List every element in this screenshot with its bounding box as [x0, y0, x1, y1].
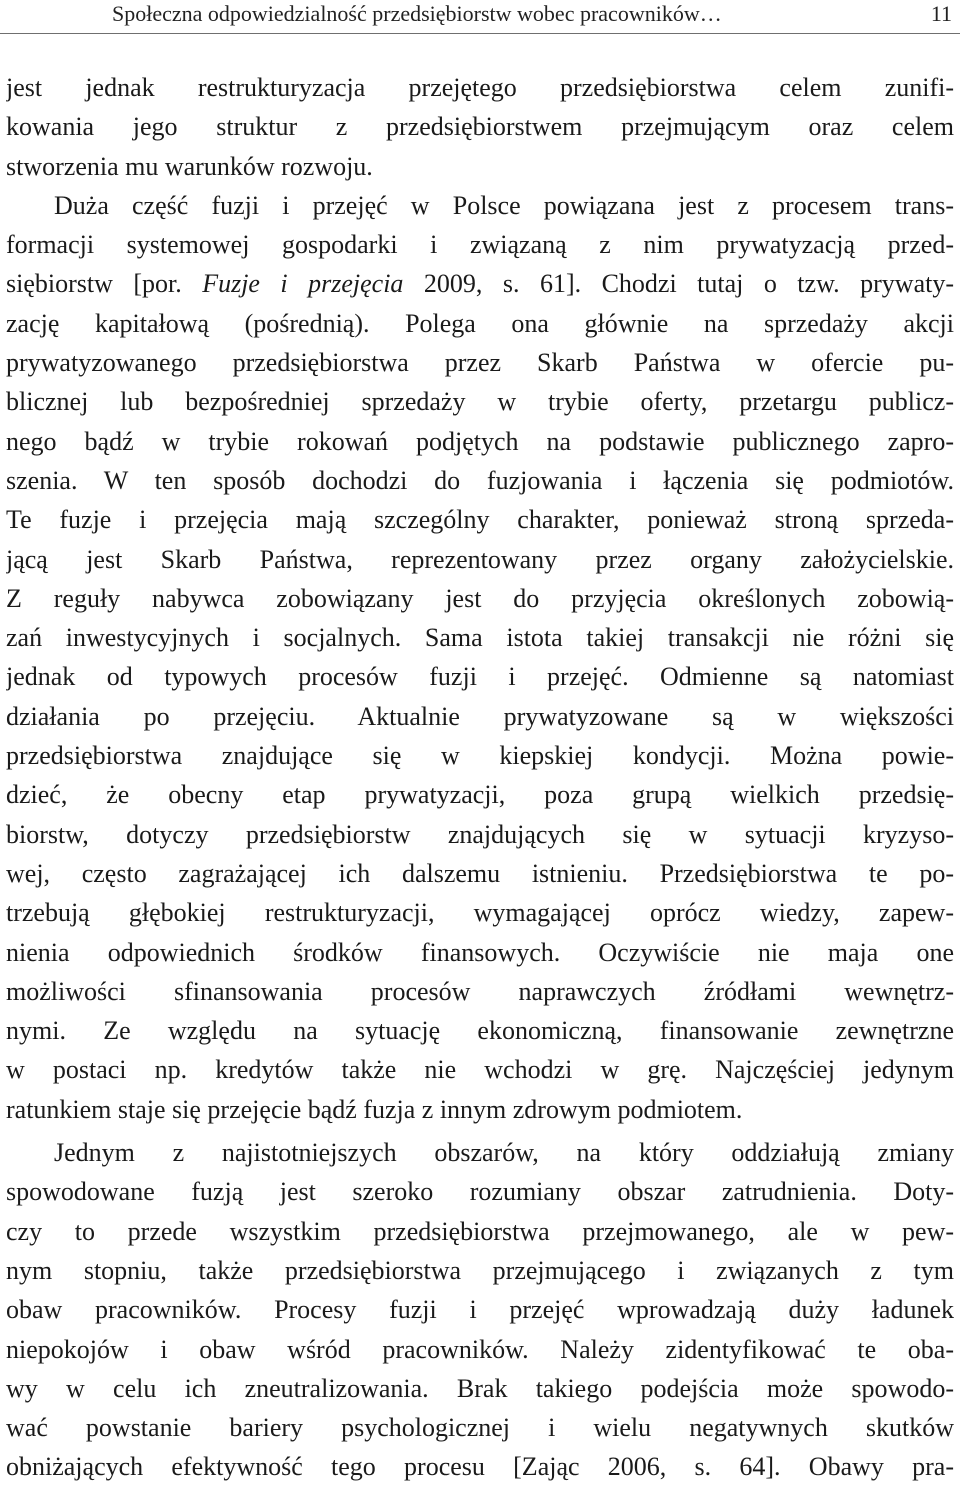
- text-line: Z reguły nabywca zobowiązany jest do przyjęcia określonych zobowią-: [6, 583, 954, 613]
- text-line: stworzenia mu warunków rozwoju.: [6, 151, 373, 181]
- text-line: zację kapitałową (pośrednią). Polega ona głównie na sprzedaży akcji: [6, 308, 954, 338]
- text-line-with-citation: [6, 264, 954, 303]
- text-line: czy to przede wszystkim przedsiębiorstwa przejmowanego, ale w pew-: [6, 1216, 954, 1246]
- text-line: nym stopniu, także przedsiębiorstwa przejmującego i związanych z tym: [6, 1255, 954, 1285]
- text-line: blicznej lub bezpośredniej sprzedaży w trybie oferty, przetargu publicz-: [6, 387, 954, 417]
- text-line: prywatyzowanego przedsiębiorstwa przez Skarb Państwa w ofercie pu-: [6, 348, 954, 378]
- text-line: Duża część fuzji i przejęć w Polsce powiązana jest z procesem trans-: [54, 190, 954, 220]
- text-line: wej, często zagrażającej ich dalszemu istnieniu. Przedsiębiorstwa te po-: [6, 858, 954, 888]
- text-fragment: 2009, s. 61]. Chodzi tutaj o tzw. prywaty-: [403, 269, 954, 299]
- text-line: kowania jego struktur z przedsiębiorstwem przejmującym oraz celem: [6, 112, 954, 142]
- text-line: nienia odpowiednich środków finansowych. Oczywiście nie maja one: [6, 937, 954, 967]
- text-line: formacji systemowej gospodarki i związaną z nim prywatyzacją przed-: [6, 230, 954, 260]
- text-line: jącą jest Skarb Państwa, reprezentowany przez organy założycielskie.: [6, 544, 954, 574]
- text-line: wy w celu ich zneutralizowania. Brak takiego podejścia może spowodo-: [6, 1373, 954, 1403]
- running-header-title: Społeczna odpowiedzialność przedsiębiorstw wobec pracowników…: [112, 1, 722, 26]
- text-line: biorstw, dotyczy przedsiębiorstw znajdujących się w sytuacji kryzyso-: [6, 819, 954, 849]
- text-line: spowodowane fuzją jest szeroko rozumiany obszar zatrudnienia. Doty-: [6, 1177, 954, 1207]
- citation-title: Fuzje i przejęcia: [202, 269, 404, 299]
- text-line: jest jednak restrukturyzacja przejętego przedsiębiorstwa celem zunifi-: [6, 73, 954, 102]
- text-line: możliwości sfinansowania procesów naprawczych źródłami wewnętrz-: [6, 976, 954, 1006]
- body-text: [6, 68, 954, 1487]
- text-line: szenia. W ten sposób dochodzi do fuzjowania i łączenia się podmiotów.: [6, 465, 954, 495]
- text-fragment: siębiorstw [por.: [6, 269, 203, 299]
- text-line: niepokojów i obaw wśród pracowników. Należy zidentyfikować te oba-: [6, 1334, 954, 1364]
- text-line: nego bądź w trybie rokowań podjętych na podstawie publicznego zapro-: [6, 426, 954, 456]
- text-line: dzieć, że obecny etap prywatyzacji, poza grupą wielkich przedsię-: [6, 780, 954, 810]
- text-line: nymi. Ze względu na sytuację ekonomiczną, finansowanie zewnętrzne: [6, 1016, 954, 1046]
- text-line: przedsiębiorstwa znajdujące się w kiepskiej kondycji. Można powie-: [6, 741, 954, 771]
- text-line: Te fuzje i przejęcia mają szczególny charakter, ponieważ stroną sprzeda-: [6, 505, 954, 535]
- text-line: trzebują głębokiej restrukturyzacji, wymagającej oprócz wiedzy, zapew-: [6, 898, 954, 928]
- paragraph-employment: [6, 1133, 954, 1487]
- paragraph-continuation: [6, 68, 954, 186]
- text-line: obaw pracowników. Procesy fuzji i przejęć wprowadzają duży ładunek: [6, 1295, 954, 1325]
- text-line: jednak od typowych procesów fuzji i przejęć. Odmienne są natomiast: [6, 662, 954, 692]
- text-line: zań inwestycyjnych i socjalnych. Sama istota takiej transakcji nie różni się: [6, 623, 954, 653]
- text-line: w postaci np. kredytów także nie wchodzi w grę. Najczęściej jedynym: [6, 1055, 954, 1085]
- text-line: działania po przejęciu. Aktualnie prywatyzowane są w większości: [6, 701, 954, 731]
- text-line: Jednym z najistotniejszych obszarów, na który oddziałują zmiany: [54, 1138, 954, 1168]
- page-header: [0, 0, 960, 34]
- text-line: ratunkiem staje się przejęcie bądź fuzja z innym zdrowym podmiotem.: [6, 1094, 743, 1124]
- text-line: wać powstanie bariery psychologicznej i wielu negatywnych skutków: [6, 1413, 954, 1443]
- paragraph-mergers-poland: [6, 186, 954, 1129]
- page-number: 11: [930, 1, 952, 26]
- text-line: obniżających efektywność tego procesu [Zając 2006, s. 64]. Obawy pra-: [6, 1452, 954, 1482]
